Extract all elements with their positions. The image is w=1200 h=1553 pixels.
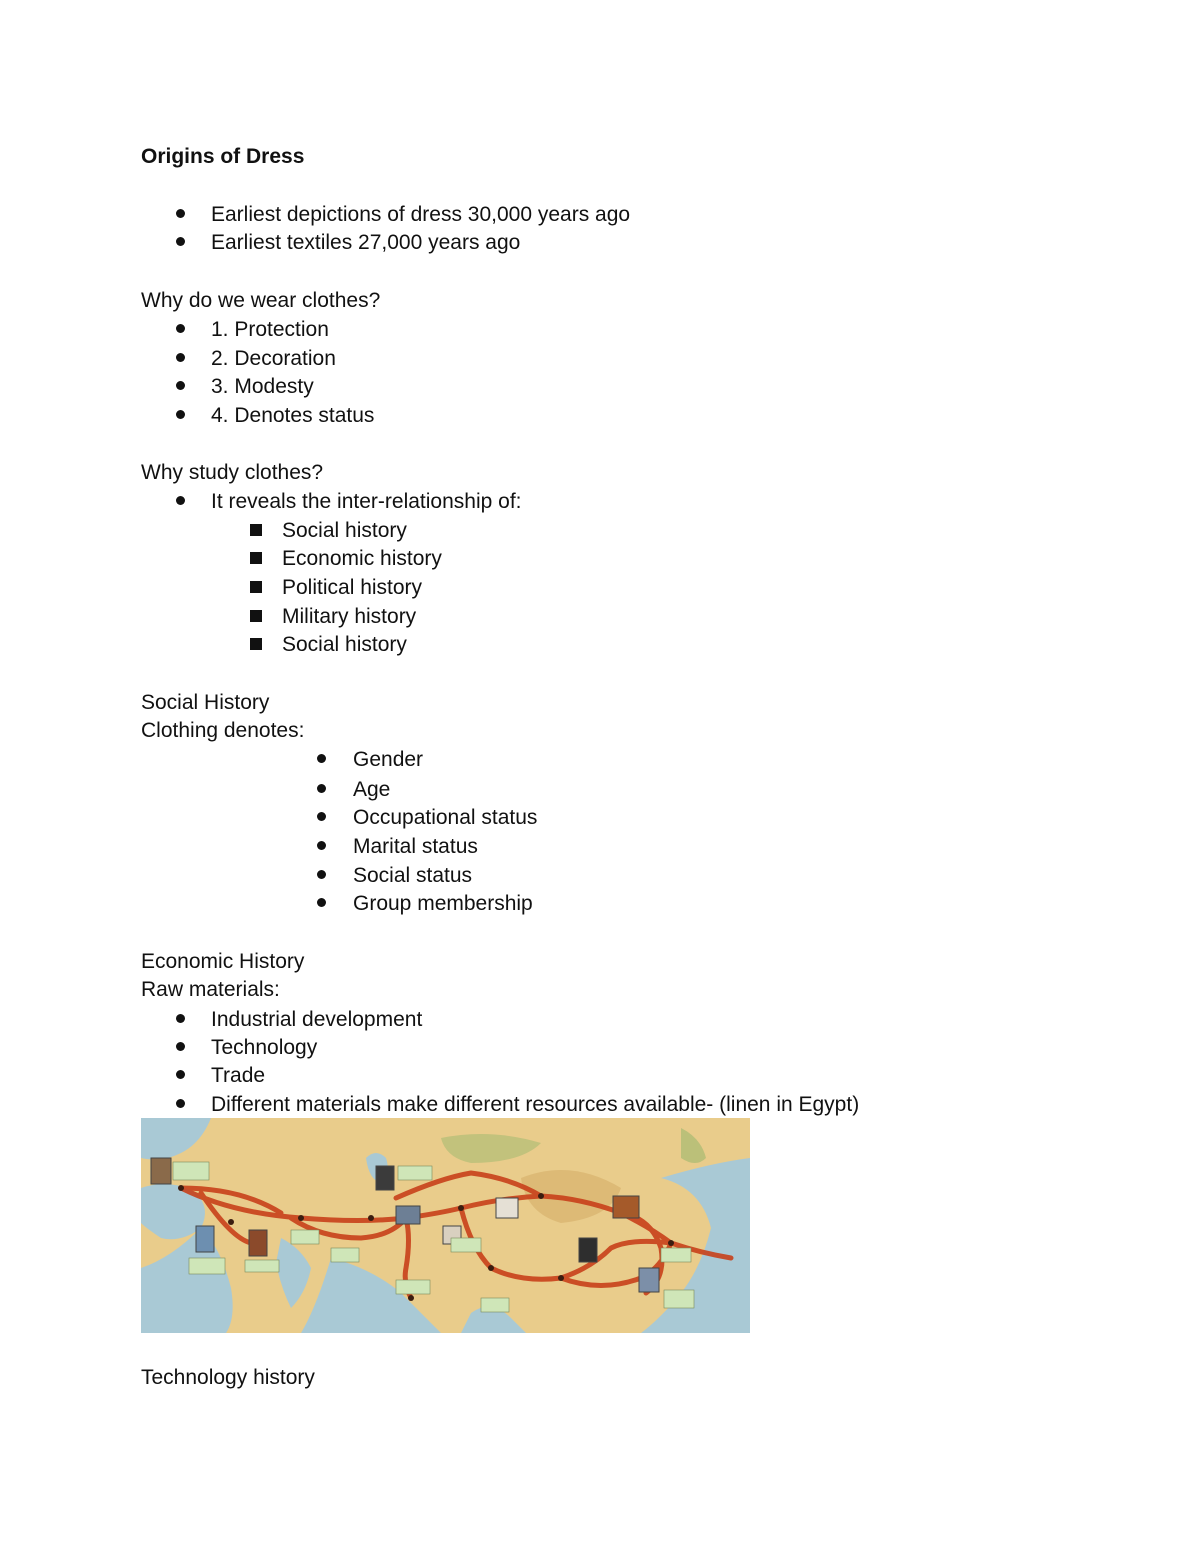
list-item: Different materials make different resources available- (linen in Egypt)	[211, 1093, 860, 1116]
bullet-icon	[176, 410, 185, 419]
square-bullet-icon	[250, 552, 262, 564]
list-item: 2. Decoration	[211, 347, 336, 370]
square-bullet-icon	[250, 524, 262, 536]
heading-why-wear: Why do we wear clothes?	[141, 289, 381, 312]
list-item: 4. Denotes status	[211, 404, 375, 427]
bullet-icon	[176, 209, 185, 218]
square-bullet-icon	[250, 638, 262, 650]
bullet-icon	[176, 1070, 185, 1079]
bullet-icon	[176, 353, 185, 362]
heading-social-history: Social History	[141, 691, 270, 714]
bullet-icon	[317, 841, 326, 850]
silk-road-map-image	[141, 1118, 750, 1333]
bullet-icon	[176, 381, 185, 390]
list-item: Technology	[211, 1036, 318, 1059]
bullet-icon	[317, 754, 326, 763]
list-item: Industrial development	[211, 1008, 423, 1031]
list-item: 1. Protection	[211, 318, 329, 341]
sub-list-item: Economic history	[282, 547, 442, 570]
bullet-icon	[176, 1042, 185, 1051]
bullet-icon	[317, 898, 326, 907]
square-bullet-icon	[250, 610, 262, 622]
bullet-icon	[176, 324, 185, 333]
sub-list-item: Military history	[282, 605, 417, 628]
list-item: Social status	[353, 864, 473, 887]
sub-list-item: Social history	[282, 633, 407, 656]
bullet-icon	[317, 870, 326, 879]
bullet-icon	[176, 496, 185, 505]
list-item: Age	[353, 778, 391, 801]
sub-list-item: Political history	[282, 576, 423, 599]
bullet-icon	[176, 1014, 185, 1023]
heading-economic-history: Economic History	[141, 950, 305, 973]
list-item: It reveals the inter-relationship of:	[211, 490, 522, 513]
subheading-raw-materials: Raw materials:	[141, 978, 280, 1001]
list-item: Earliest depictions of dress 30,000 years ago	[211, 203, 631, 226]
sub-list-item: Social history	[282, 519, 407, 542]
list-item: Gender	[353, 748, 424, 771]
list-item: 3. Modesty	[211, 375, 314, 398]
subheading-clothing-denotes: Clothing denotes:	[141, 719, 305, 742]
bullet-icon	[317, 784, 326, 793]
bullet-icon	[317, 812, 326, 821]
heading-technology-history: Technology history	[141, 1366, 315, 1389]
heading-why-study: Why study clothes?	[141, 461, 324, 484]
square-bullet-icon	[250, 581, 262, 593]
bullet-icon	[176, 237, 185, 246]
silk-road-trade-map-icon	[141, 1118, 750, 1333]
list-item: Earliest textiles 27,000 years ago	[211, 231, 521, 254]
list-item: Occupational status	[353, 806, 538, 829]
section-title-origins: Origins of Dress	[141, 145, 305, 168]
list-item: Group membership	[353, 892, 533, 915]
bullet-icon	[176, 1099, 185, 1108]
list-item: Marital status	[353, 835, 478, 858]
list-item: Trade	[211, 1064, 266, 1087]
